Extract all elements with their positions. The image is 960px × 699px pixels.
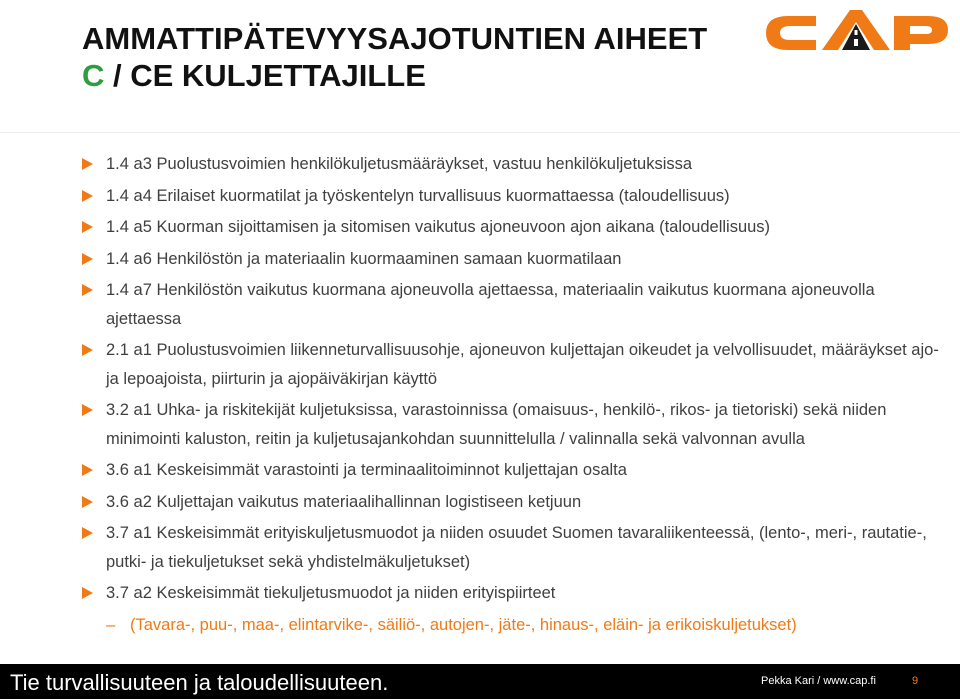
list-item-text: 2.1 a1 Puolustusvoimien liikenneturvallisuusohje, ajoneuvon kuljettajan oikeudet ja velvollisuudet, määräykset ajo- ja lepoajoista, piirturin ja ajopäiväkirjan käyttö	[106, 341, 939, 388]
list-item	[82, 276, 942, 333]
title-line-2-rest: / CE KULJETTAJILLE	[104, 58, 426, 93]
bullet-arrow-icon	[82, 284, 93, 296]
bullet-arrow-icon	[82, 158, 93, 170]
list-item	[82, 579, 942, 608]
list-item	[82, 456, 942, 485]
title-accent-letter: C	[82, 58, 105, 93]
bullet-arrow-icon	[82, 496, 93, 508]
bullet-arrow-icon	[82, 190, 93, 202]
list-item	[82, 519, 942, 576]
bullet-arrow-icon	[82, 527, 93, 539]
title-line-2	[82, 57, 707, 94]
list-item-text: 3.2 a1 Uhka- ja riskitekijät kuljetuksissa, varastoinnissa (omaisuus-, henkilö-, rikos- ja tietoriski) sekä niiden minimointi kaluston, reitin ja kuljetusajankohdan suunnittelulla / valinnalla sekä valvonnan avulla	[106, 401, 887, 448]
title-divider	[0, 132, 960, 133]
title-line-1: AMMATTIPÄTEVYYSAJOTUNTIEN AIHEET	[82, 21, 708, 56]
list-item-text: 1.4 a5 Kuorman sijoittamisen ja sitomisen vaikutus ajoneuvoon ajon aikana (taloudellisuus)	[106, 218, 771, 236]
list-item-text: 3.6 a1 Keskeisimmät varastointi ja terminaalitoiminnot kuljettajan osalta	[106, 461, 627, 479]
slide-title	[82, 20, 707, 94]
sub-list-item	[82, 611, 942, 640]
footer-slogan: Tie turvallisuuteen ja taloudellisuuteen.	[10, 670, 389, 695]
page-number: 9	[912, 675, 919, 687]
list-item-text: 1.4 a4 Erilaiset kuormatilat ja työskentelyn turvallisuus kuormattaessa (taloudellisuus)	[106, 186, 730, 205]
list-item-text: 3.7 a1 Keskeisimmät erityiskuljetusmuodot ja niiden osuudet Suomen tavaraliikenteessä, (lento-, meri-, rautatie-, putki- ja tiekuljetukset sekä yhdistelmäkuljetukset)	[106, 524, 927, 571]
list-item-text: 1.4 a7 Henkilöstön vaikutus kuormana ajoneuvolla ajettaessa, materiaalin vaikutus kuormana ajoneuvolla ajettaessa	[106, 281, 875, 328]
list-item	[82, 182, 942, 211]
bullet-arrow-icon	[82, 253, 93, 265]
list-item	[82, 213, 942, 242]
list-item	[82, 245, 942, 274]
cap-logo-icon	[758, 6, 954, 60]
topic-list	[82, 150, 942, 639]
list-item-text: 3.7 a2 Keskeisimmät tiekuljetusmuodot ja niiden erityispiirteet	[106, 584, 556, 602]
list-item	[82, 336, 942, 393]
list-item-text: 3.6 a2 Kuljettajan vaikutus materiaalihallinnan logistiseen ketjuun	[106, 492, 582, 511]
bullet-arrow-icon	[82, 344, 93, 356]
list-item-text: 1.4 a3 Puolustusvoimien henkilökuljetusmääräykset, vastuu henkilökuljetuksissa	[106, 155, 693, 173]
bullet-arrow-icon	[82, 587, 93, 599]
footer-credit: Pekka Kari / www.cap.fi	[761, 675, 876, 687]
sub-item-dash: –	[106, 615, 116, 634]
list-item	[82, 396, 942, 453]
bullet-arrow-icon	[82, 221, 93, 233]
list-item	[82, 488, 942, 517]
bullet-arrow-icon	[82, 464, 93, 476]
sub-item-text: (Tavara-, puu-, maa-, elintarvike-, säiliö-, autojen-, jäte-, hinaus-, eläin- ja erikoiskuljetukset)	[130, 615, 797, 634]
list-item	[82, 150, 942, 179]
bullet-arrow-icon	[82, 404, 93, 416]
list-item-text: 1.4 a6 Henkilöstön ja materiaalin kuormaaminen samaan kuormatilaan	[106, 249, 622, 268]
